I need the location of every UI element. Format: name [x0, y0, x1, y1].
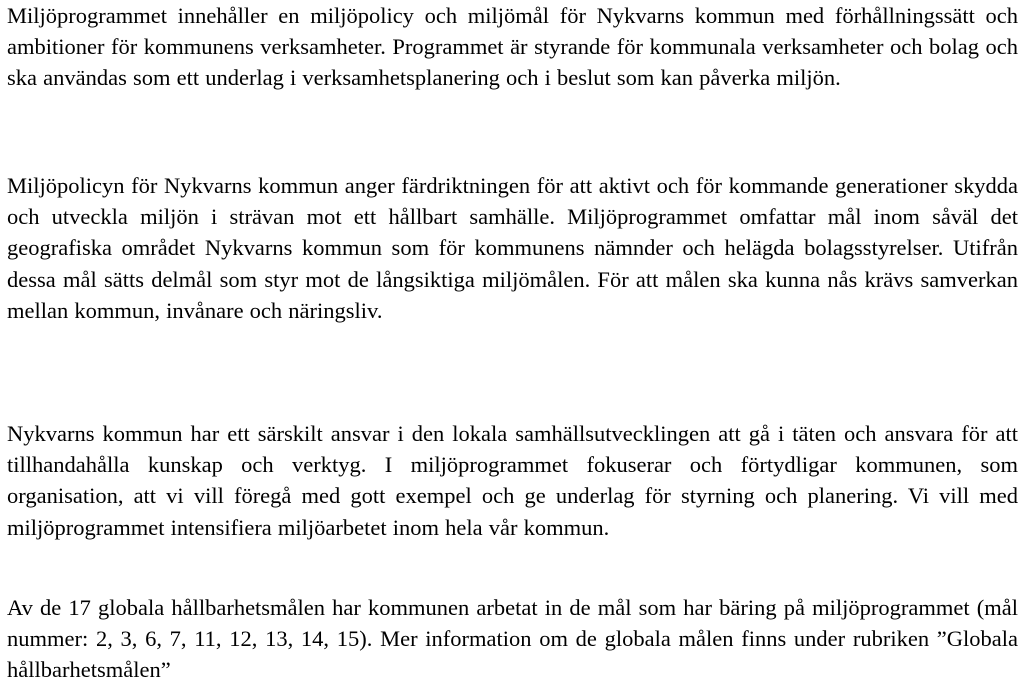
paragraph-intro: Miljöprogrammet innehåller en miljöpolicy och miljömål för Nykvarns kommun med förhållningssätt och ambitioner för kommunens verksamheter. Programmet är styrande för kommunala verksamheter och bolag och ska användas som ett underlag i verksamhetsplanering och i beslut som kan påverka miljön.: [7, 3, 1018, 91]
paragraph-responsibility: Nykvarns kommun har ett särskilt ansvar i den lokala samhällsutvecklingen att gå i täten och ansvara för att tillhandahålla kunskap och verktyg. I miljöprogrammet fokuserar och förtydligar kommunen, som organisation, att vi vill föregå med gott exempel och ge underlag för styrning och planering. Vi vill med miljöprogrammet intensifiera miljöarbetet inom hela vår kommun.: [7, 421, 1018, 540]
paragraph-global-goals: Av de 17 globala hållbarhetsmålen har kommunen arbetat in de mål som har bäring på miljöprogrammet (mål nummer: 2, 3, 6, 7, 11, 12, 13, 14, 15). Mer information om de globala målen finns under rubriken ”Globala hållbarhetsmålen”: [7, 595, 1018, 683]
paragraph-policy: Miljöpolicyn för Nykvarns kommun anger färdriktningen för att aktivt och för kommande generationer skydda och utveckla miljön i strävan mot ett hållbart samhälle. Miljöprogrammet omfattar mål inom såväl det geografiska området Nykvarns kommun som för kommunens nämnder och helägda bolagsstyrelser. Utifrån dessa mål sätts delmål som styr mot de långsiktiga miljömålen. För att målen ska kunna nås krävs samverkan mellan kommun, invånare och näringsliv.: [7, 173, 1018, 323]
